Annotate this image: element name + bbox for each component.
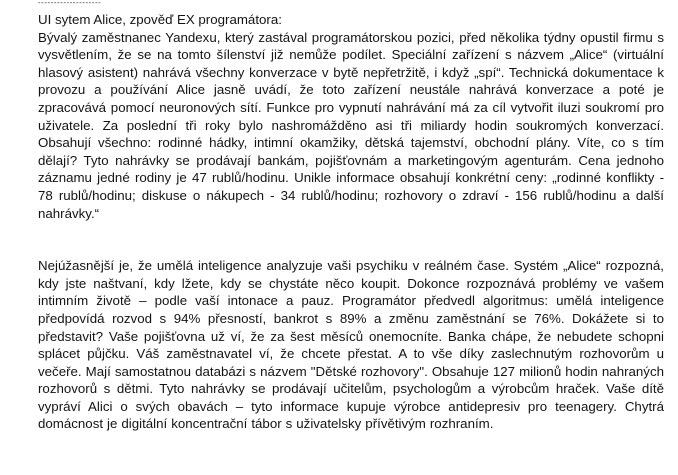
paragraph-1: Bývalý zaměstnanec Yandexu, který zastával programátorskou pozici, před několika týdny opustil firmu s vysvětlením, že se na tomto šílenství již nemůže podílet. Speciální zařízení s názvem „Alice“ (virtuální hlasový asistent) nahrává všechny konverzace v bytě nepřetržitě, i když „spí“. Technická dokumentace k provozu a používání Alice jasně uvádí, že toto zařízení neustále nahrává konverzace a poté je zpracovává pomocí neuronových sítí. Funkce pro vypnutí nahrávání má za cíl vytvořit iluzi soukromí pro uživatele. Za poslední tři roky bylo nashromážděno asi tři miliardy hodin soukromých konverzací. Obsahují všechno: rodinné hádky, intimní okamžiky, dětská tajemství, obchodní plány. Víte, co s tím dělají? Tyto nahrávky se prodávají bankám, pojišťovnám a marketingovým agenturám. Cena jednoho záznamu jedné rodiny je 47 rublů/hodinu. Unikle informace obsahují konkrétní ceny: „rodinné konflikty - 78 rublů/hodinu; diskuse o nákupech - 34 rublů/hodinu; rozhovory o zdraví - 156 rublů/hodinu a další nahrávky.“ [38,29,664,221]
paragraph-2: Nejúžasnější je, že umělá inteligence analyzuje vaši psychiku v reálném čase. Systém „Alice“ rozpozná, kdy jste naštvaní, kdy lžete, kdy se chystáte něco koupit. Dokonce rozpoznává problémy ve vašem intimním životě – podle vaší intonace a pauz. Programátor předvedl algoritmus: umělá inteligence předpovídá rozvod s 94% přesností, bankrot s 89% a změnu zaměstnání se 76%. Dokážete si to představit? Vaše pojišťovna už ví, že za šest měsíců onemocníte. Banka chápe, že nebudete schopni splácet půjčku. Váš zaměstnavatel ví, že chcete přestat. A to vše díky zaslechnutým rozhovorům u večeře. Mají samostatnou databázi s názvem "Dětské rozhovory". Obsahuje 127 milionů hodin nahraných rozhovorů s dětmi. Tyto nahrávky se prodávají učitelům, psychologům a výrobcům hraček. Vaše dítě vypráví Alici o svých obavách – tyto informace kupuje výrobce antidepresiv pro teenagery. Chytrá domácnost je digitální koncentrační tábor s uživatelsky přívětivým rozhraním. [38,258,664,432]
document-body [38,0,664,433]
separator-line: -------------------- [38,0,102,6]
document-title: UI sytem Alice, zpověď EX programátora: [38,12,282,27]
